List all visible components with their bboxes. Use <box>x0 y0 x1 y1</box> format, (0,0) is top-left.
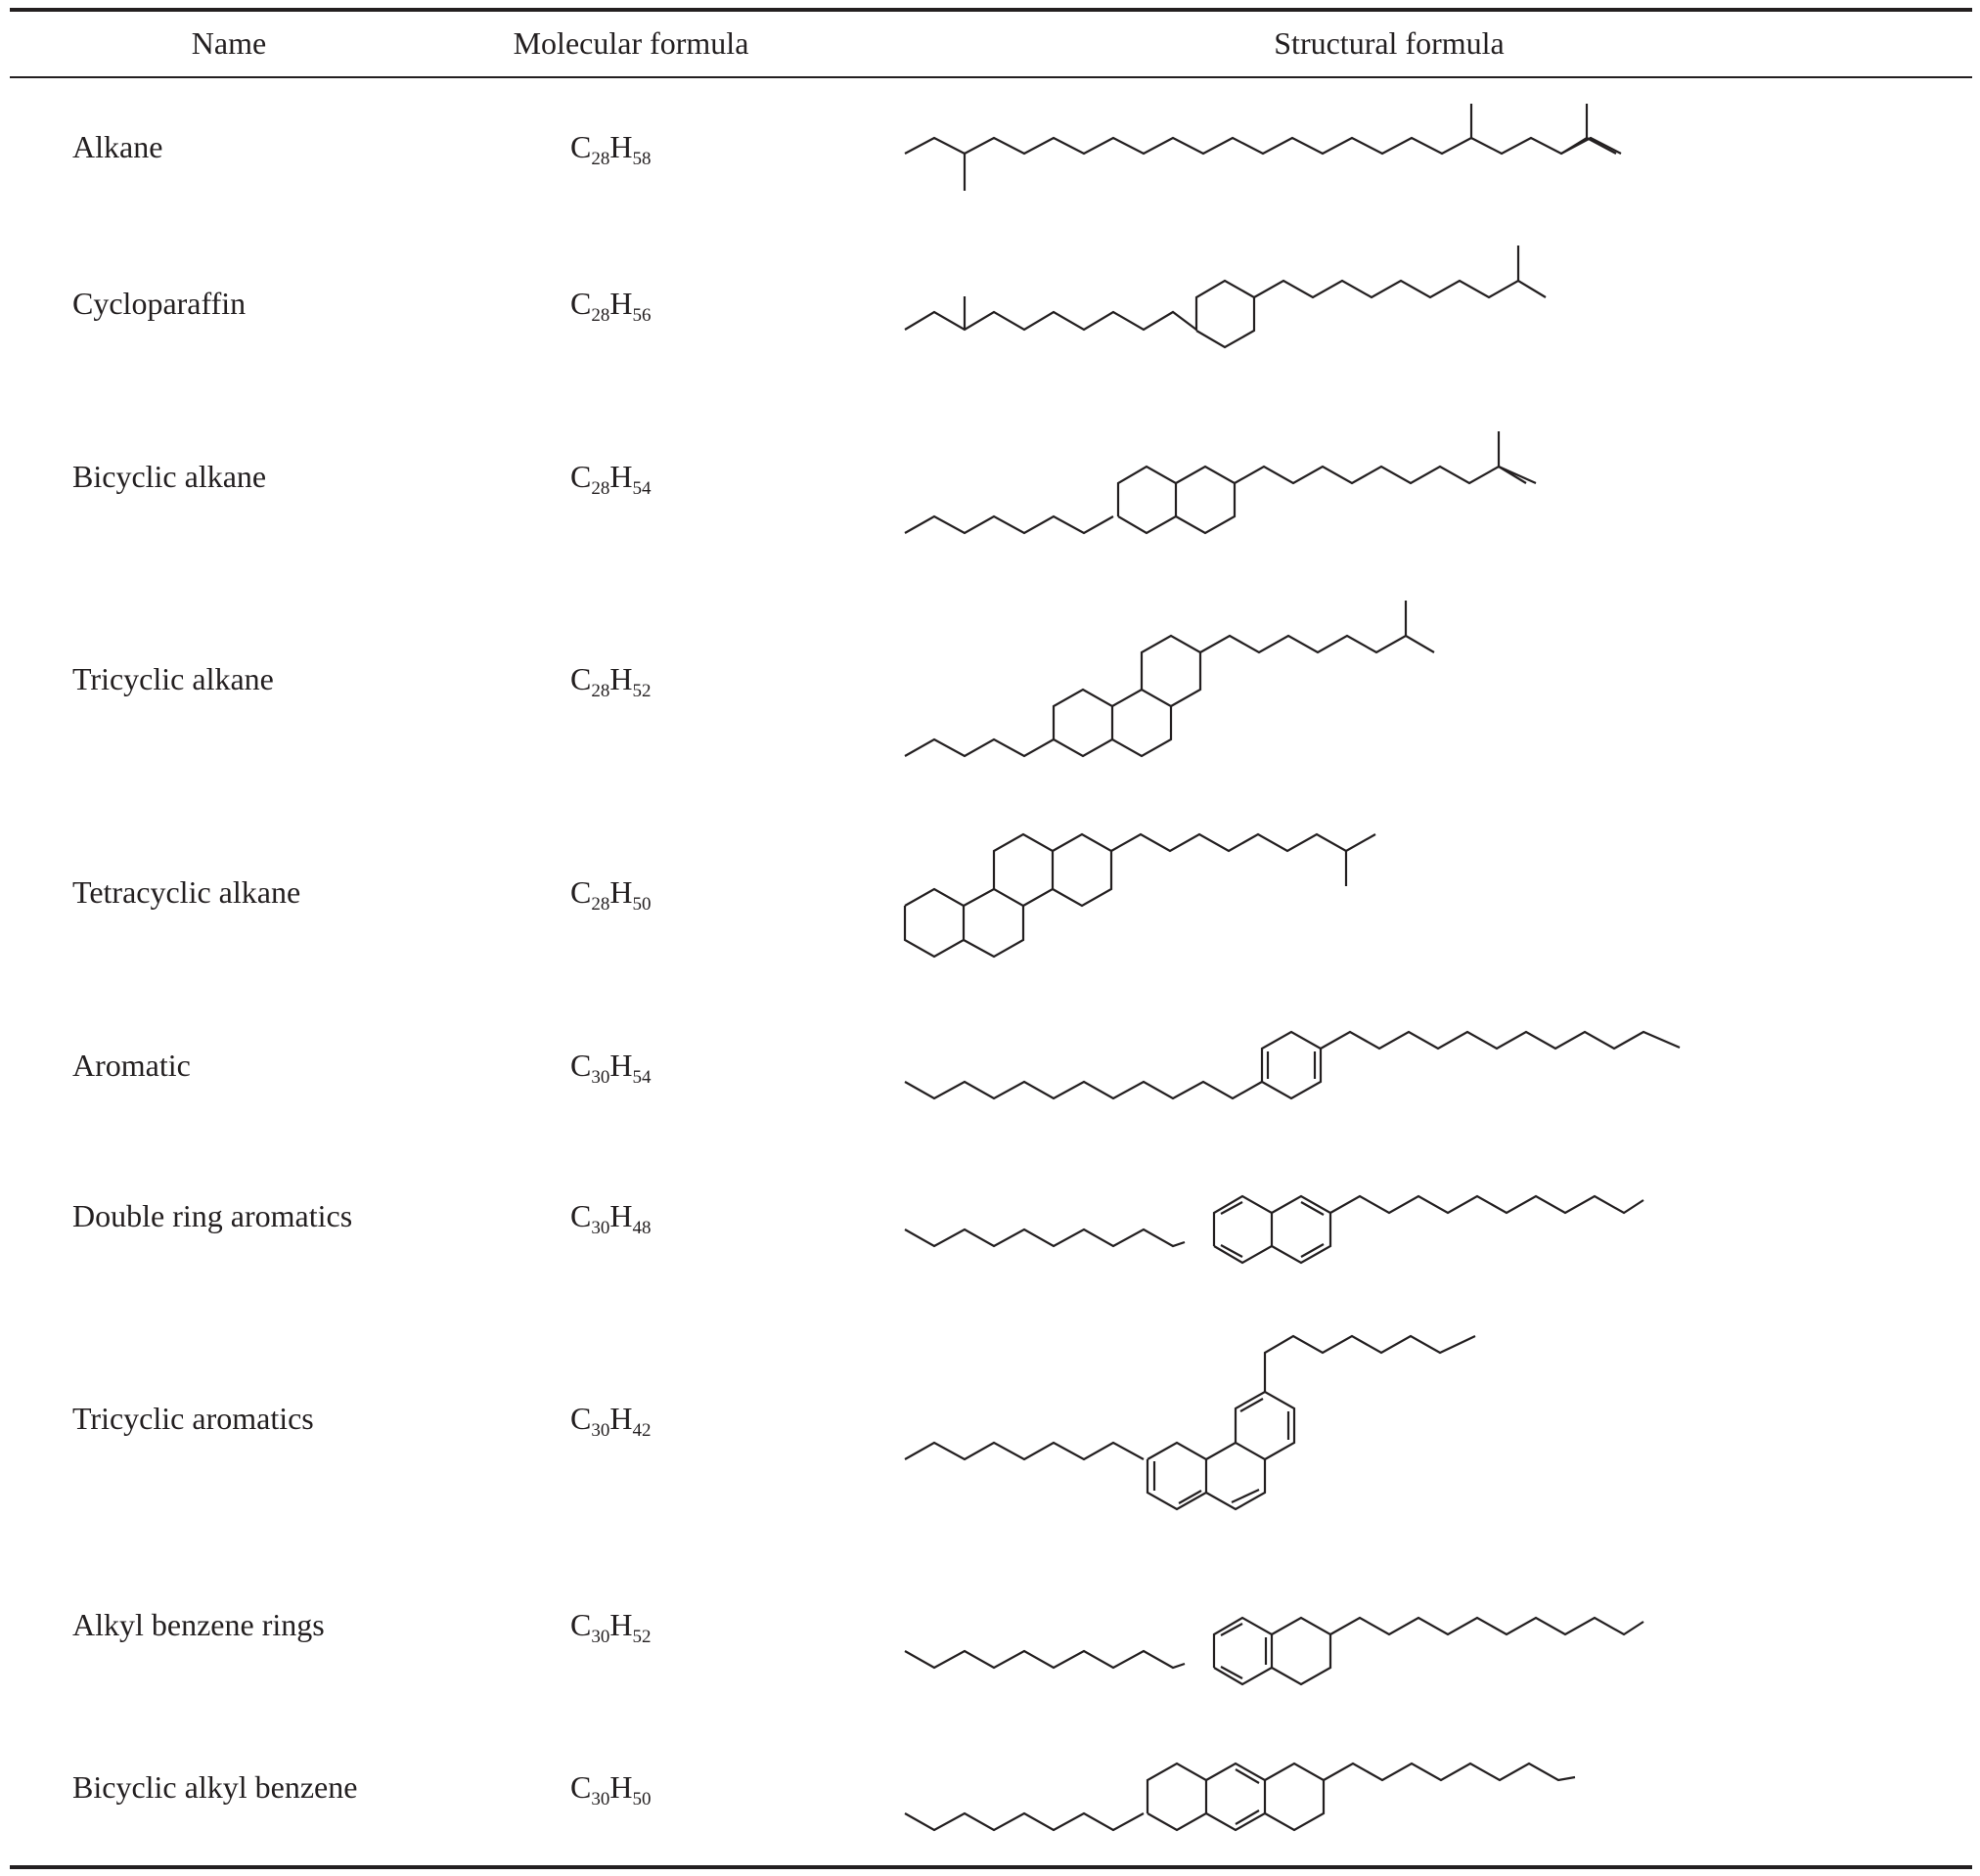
structure-alkane <box>905 104 1621 191</box>
molecular-formula: $C_{30}H_{48}$ <box>570 1198 652 1238</box>
molecular-formula: $C_{30}H_{42}$ <box>570 1401 652 1441</box>
structure-double-ring-aromatics <box>905 1196 1643 1263</box>
structure-alkyl-benzene-rings <box>905 1618 1643 1684</box>
compound-name: Tetracyclic alkane <box>72 874 301 910</box>
structure-tetracyclic-alkane <box>905 834 1375 957</box>
molecular-formula: $C_{28}H_{54}$ <box>570 459 652 499</box>
structure-tricyclic-alkane <box>905 601 1434 756</box>
molecular-formula: $C_{28}H_{52}$ <box>570 661 652 701</box>
header-name: Name <box>191 25 267 61</box>
structure-bicyclic-alkane <box>905 431 1536 533</box>
compound-name: Tricyclic alkane <box>72 661 274 696</box>
structure-tricyclic-aromatics <box>905 1336 1475 1509</box>
compound-name: Bicyclic alkane <box>72 459 267 494</box>
molecular-formula: $C_{30}H_{52}$ <box>570 1607 652 1647</box>
compound-name: Alkyl benzene rings <box>72 1607 325 1642</box>
compound-name: Cycloparaffin <box>72 286 247 321</box>
structure-bicyclic-alkyl-benzene <box>905 1764 1575 1830</box>
molecular-formula: $C_{28}H_{56}$ <box>570 286 652 326</box>
header-molecular-formula: Molecular formula <box>513 25 749 61</box>
header-structural-formula: Structural formula <box>1274 25 1505 61</box>
molecular-formula: $C_{28}H_{50}$ <box>570 874 652 915</box>
compound-name: Alkane <box>72 129 163 164</box>
molecular-formula: $C_{28}H_{58}$ <box>570 129 652 169</box>
structure-cycloparaffin <box>905 246 1546 347</box>
compound-name: Aromatic <box>72 1048 191 1083</box>
molecular-formula: $C_{30}H_{50}$ <box>570 1769 652 1809</box>
compound-name: Tricyclic aromatics <box>72 1401 314 1436</box>
compound-name: Bicyclic alkyl benzene <box>72 1769 358 1805</box>
molecular-formula: $C_{30}H_{54}$ <box>570 1048 652 1088</box>
compound-name: Double ring aromatics <box>72 1198 353 1233</box>
structure-aromatic <box>905 1032 1680 1098</box>
